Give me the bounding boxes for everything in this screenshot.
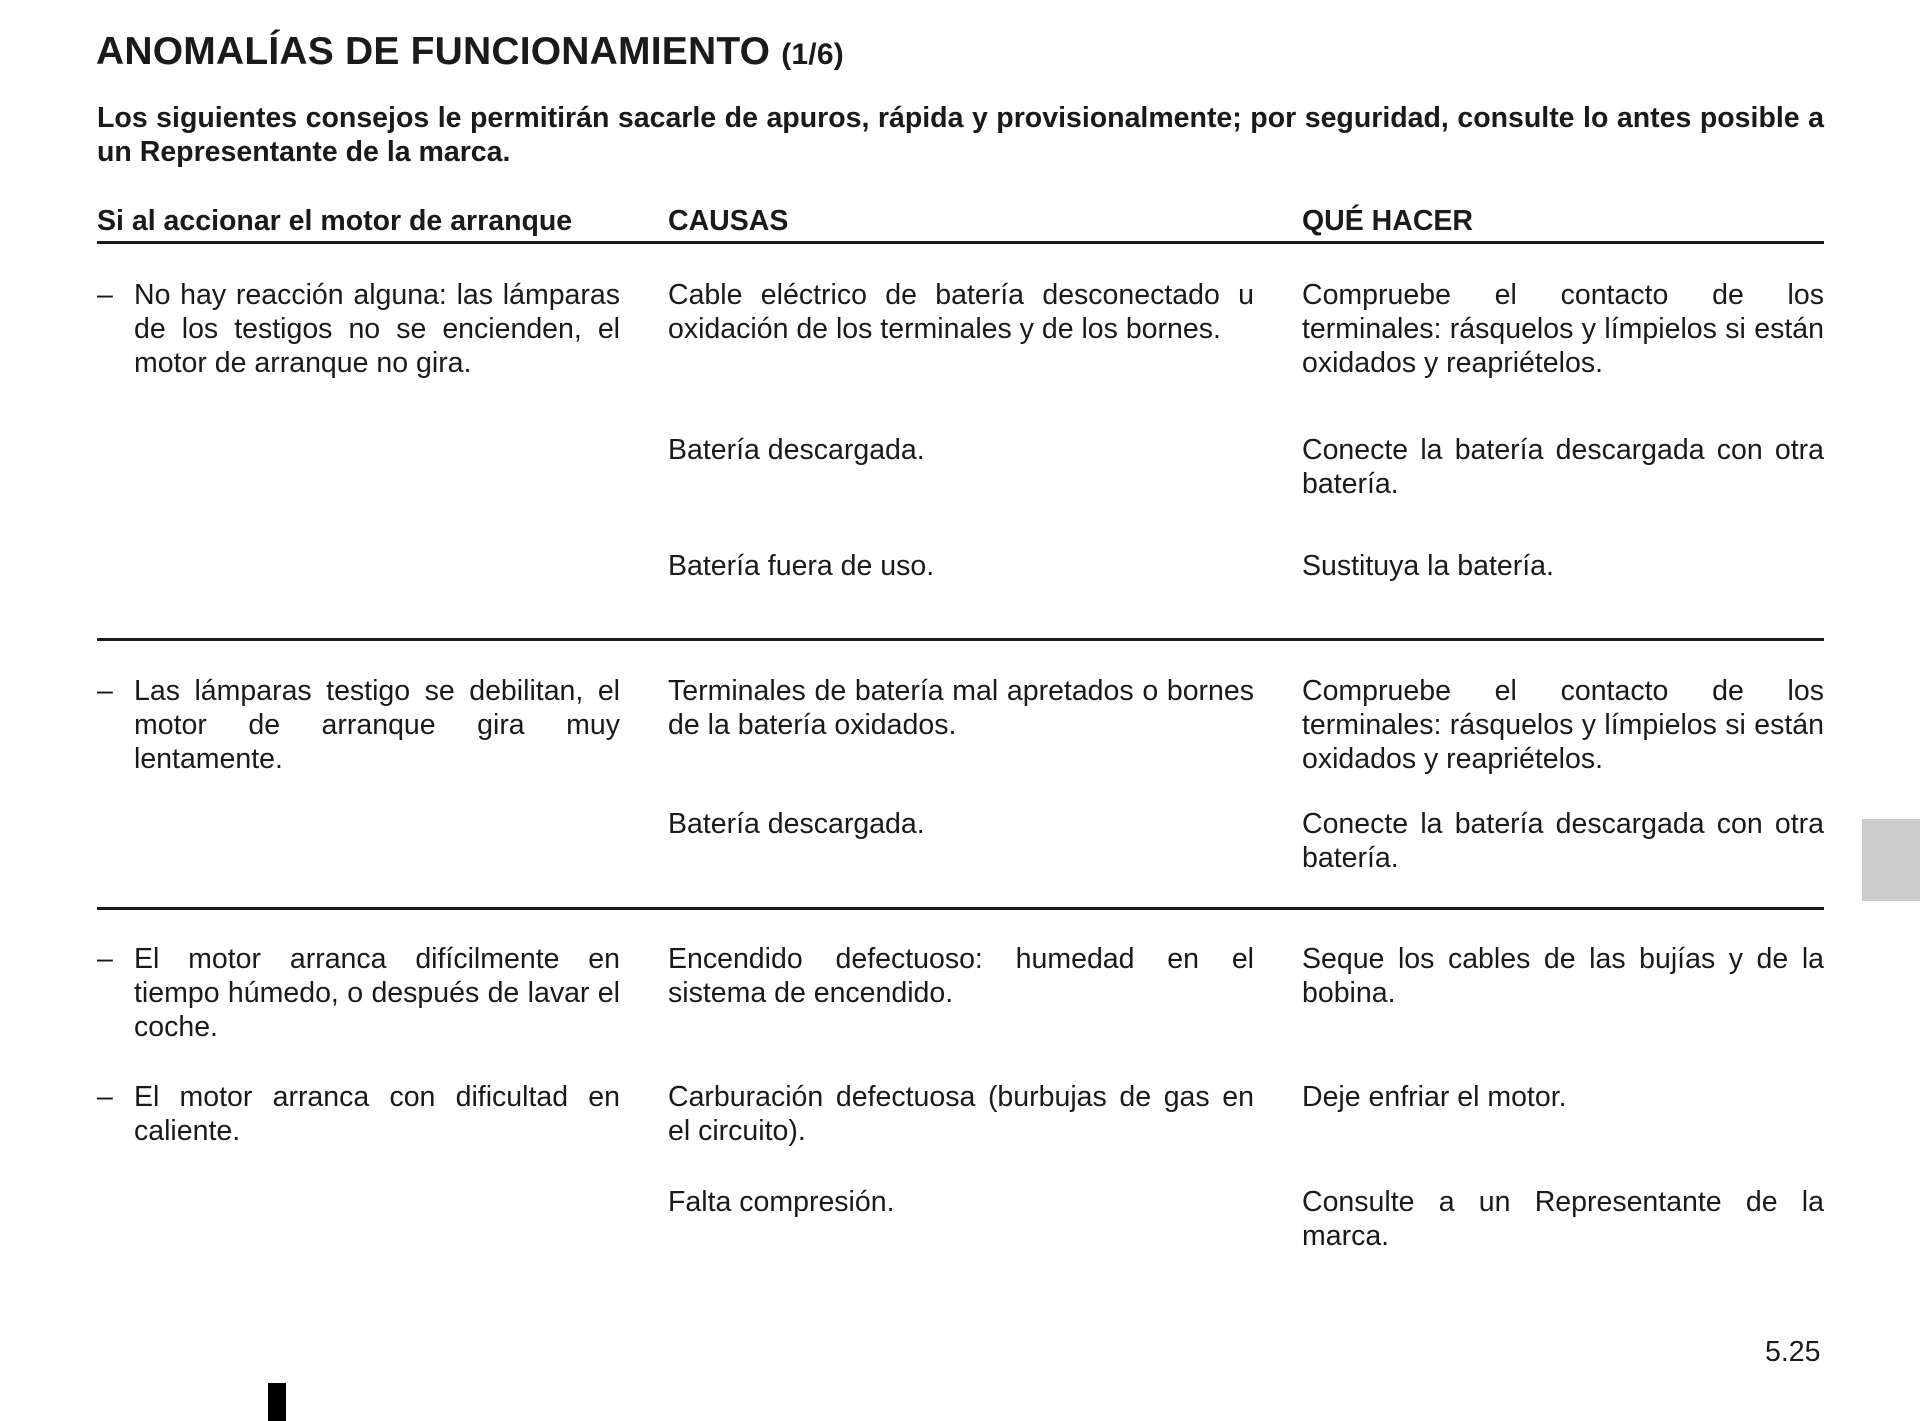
- cause-cable-disconnected: Cable eléctrico de batería desconectado u oxidación de los terminales y de los bornes.: [668, 279, 1254, 345]
- header-symptom: Si al accionar el motor de arranque: [97, 205, 573, 237]
- section-thumb-tab: [1862, 819, 1920, 901]
- cause-ignition-defective: Encendido defectuoso: humedad en el sistema de encendido.: [668, 943, 1254, 1009]
- action-consult-dealer: Consulte a un Representante de la marca.: [1302, 1186, 1824, 1252]
- bullet-dash: –: [97, 943, 113, 975]
- action-let-engine-cool: Deje enfriar el motor.: [1302, 1081, 1567, 1113]
- page-title: [96, 30, 844, 74]
- cause-battery-dead: Batería fuera de uso.: [668, 550, 935, 582]
- cause-terminals-loose: Terminales de batería mal apretados o bornes de la batería oxidados.: [668, 675, 1254, 741]
- symptom-lamps-weak: Las lámparas testigo se debilitan, el motor de arranque gira muy lentamente.: [134, 675, 620, 775]
- header-causes: CAUSAS: [668, 205, 789, 237]
- section-rule: [97, 907, 1824, 910]
- bullet-dash: –: [97, 279, 113, 311]
- section-rule: [97, 638, 1824, 641]
- crop-mark: [268, 1383, 286, 1421]
- action-check-terminals: Compruebe el contacto de los terminales: rásquelos y límpielos si están oxidados y reapriételos.: [1302, 675, 1824, 775]
- intro-paragraph: Los siguientes consejos le permitirán sacarle de apuros, rápida y provisionalmente; por seguridad, consulte lo antes posible a un Representante de la marca.: [97, 102, 1824, 168]
- cause-battery-discharged: Batería descargada.: [668, 434, 925, 466]
- action-connect-battery: Conecte la batería descargada con otra batería.: [1302, 808, 1824, 874]
- header-actions: QUÉ HACER: [1302, 205, 1474, 237]
- symptom-hard-start-hot: El motor arranca con dificultad en caliente.: [134, 1081, 620, 1147]
- cause-low-compression: Falta compresión.: [668, 1186, 895, 1218]
- symptom-no-reaction: No hay reacción alguna: las lámparas de los testigos no se encienden, el motor de arranque no gira.: [134, 279, 620, 379]
- bullet-dash: –: [97, 675, 113, 707]
- title-page-counter: (1/6): [781, 38, 844, 71]
- action-connect-battery: Conecte la batería descargada con otra batería.: [1302, 434, 1824, 500]
- cause-battery-discharged: Batería descargada.: [668, 808, 925, 840]
- action-dry-cables: Seque los cables de las bujías y de la bobina.: [1302, 943, 1824, 1009]
- title-main: ANOMALÍAS DE FUNCIONAMIENTO: [96, 30, 771, 73]
- bullet-dash: –: [97, 1081, 113, 1113]
- cause-carburation-defective: Carburación defectuosa (burbujas de gas en el circuito).: [668, 1081, 1254, 1147]
- header-rule: [97, 241, 1824, 244]
- action-replace-battery: Sustituya la batería.: [1302, 550, 1554, 582]
- page-number: 5.25: [1765, 1336, 1821, 1368]
- action-check-terminals: Compruebe el contacto de los terminales: rásquelos y límpielos si están oxidados y reapriételos.: [1302, 279, 1824, 379]
- symptom-hard-start-humid: El motor arranca difícilmente en tiempo húmedo, o después de lavar el coche.: [134, 943, 620, 1043]
